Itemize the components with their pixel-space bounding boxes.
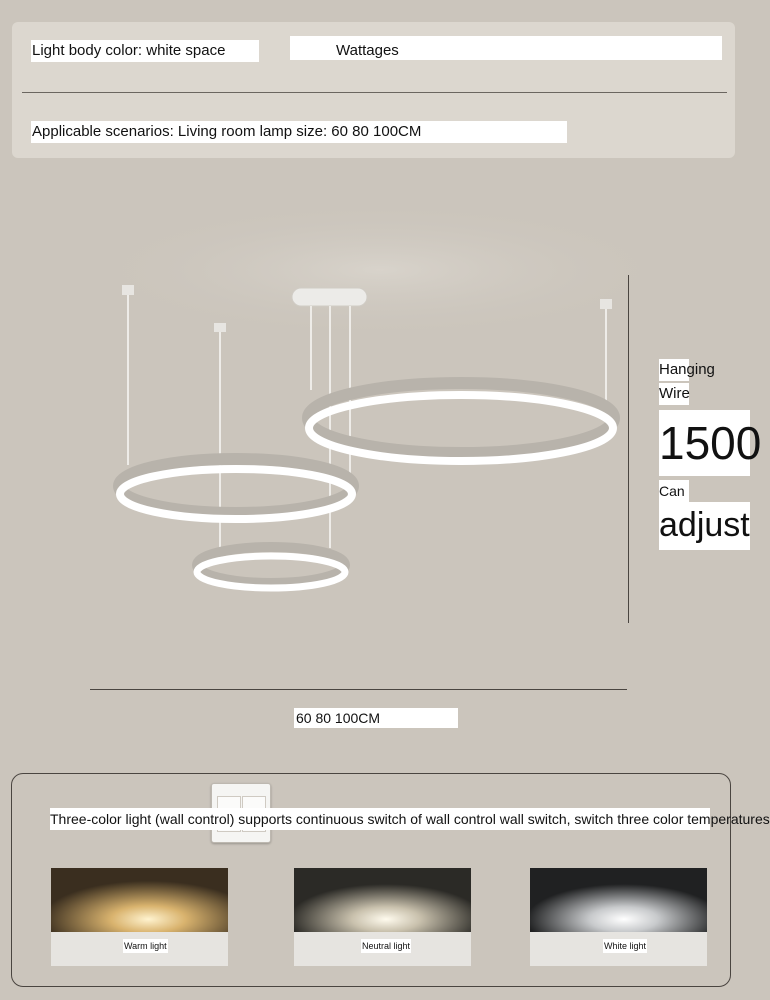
warm-light-glow [51,868,228,932]
wire-length: 1500 [659,410,750,476]
anchor-mid [214,323,226,332]
ceiling-canopy [292,288,367,306]
wire-label-line1: Hanging [659,359,689,381]
scenarios-text: Applicable scenarios: Living room lamp size: 60 80 100CM [31,121,567,143]
switch-description: Three-color light (wall control) supports continuous switch of wall control wall switch, switch three color temperatures [50,808,710,830]
warm-light-label: Warm light [124,941,167,951]
diameter-label: 60 80 100CM [294,708,458,728]
width-dimension-line [90,689,627,690]
white-light-label: White light [604,941,647,951]
ceiling-glow [80,200,680,340]
wattages-text: Wattages [290,36,722,60]
spec-divider [22,92,727,93]
chandelier-illustration [0,160,750,760]
white-light-glow [530,868,707,932]
wire-label-line2: Wire [659,383,689,405]
wire-label-line4: adjust [659,502,750,550]
anchor-right [600,299,612,309]
wire-label-line3: Can [659,480,689,502]
ring-small-shadow [197,547,345,583]
anchor-left [122,285,134,295]
height-dimension-line [628,275,629,623]
neutral-light-glow [294,868,471,932]
neutral-light-label: Neutral light [362,941,411,951]
body-color-text: Light body color: white space [31,40,259,62]
